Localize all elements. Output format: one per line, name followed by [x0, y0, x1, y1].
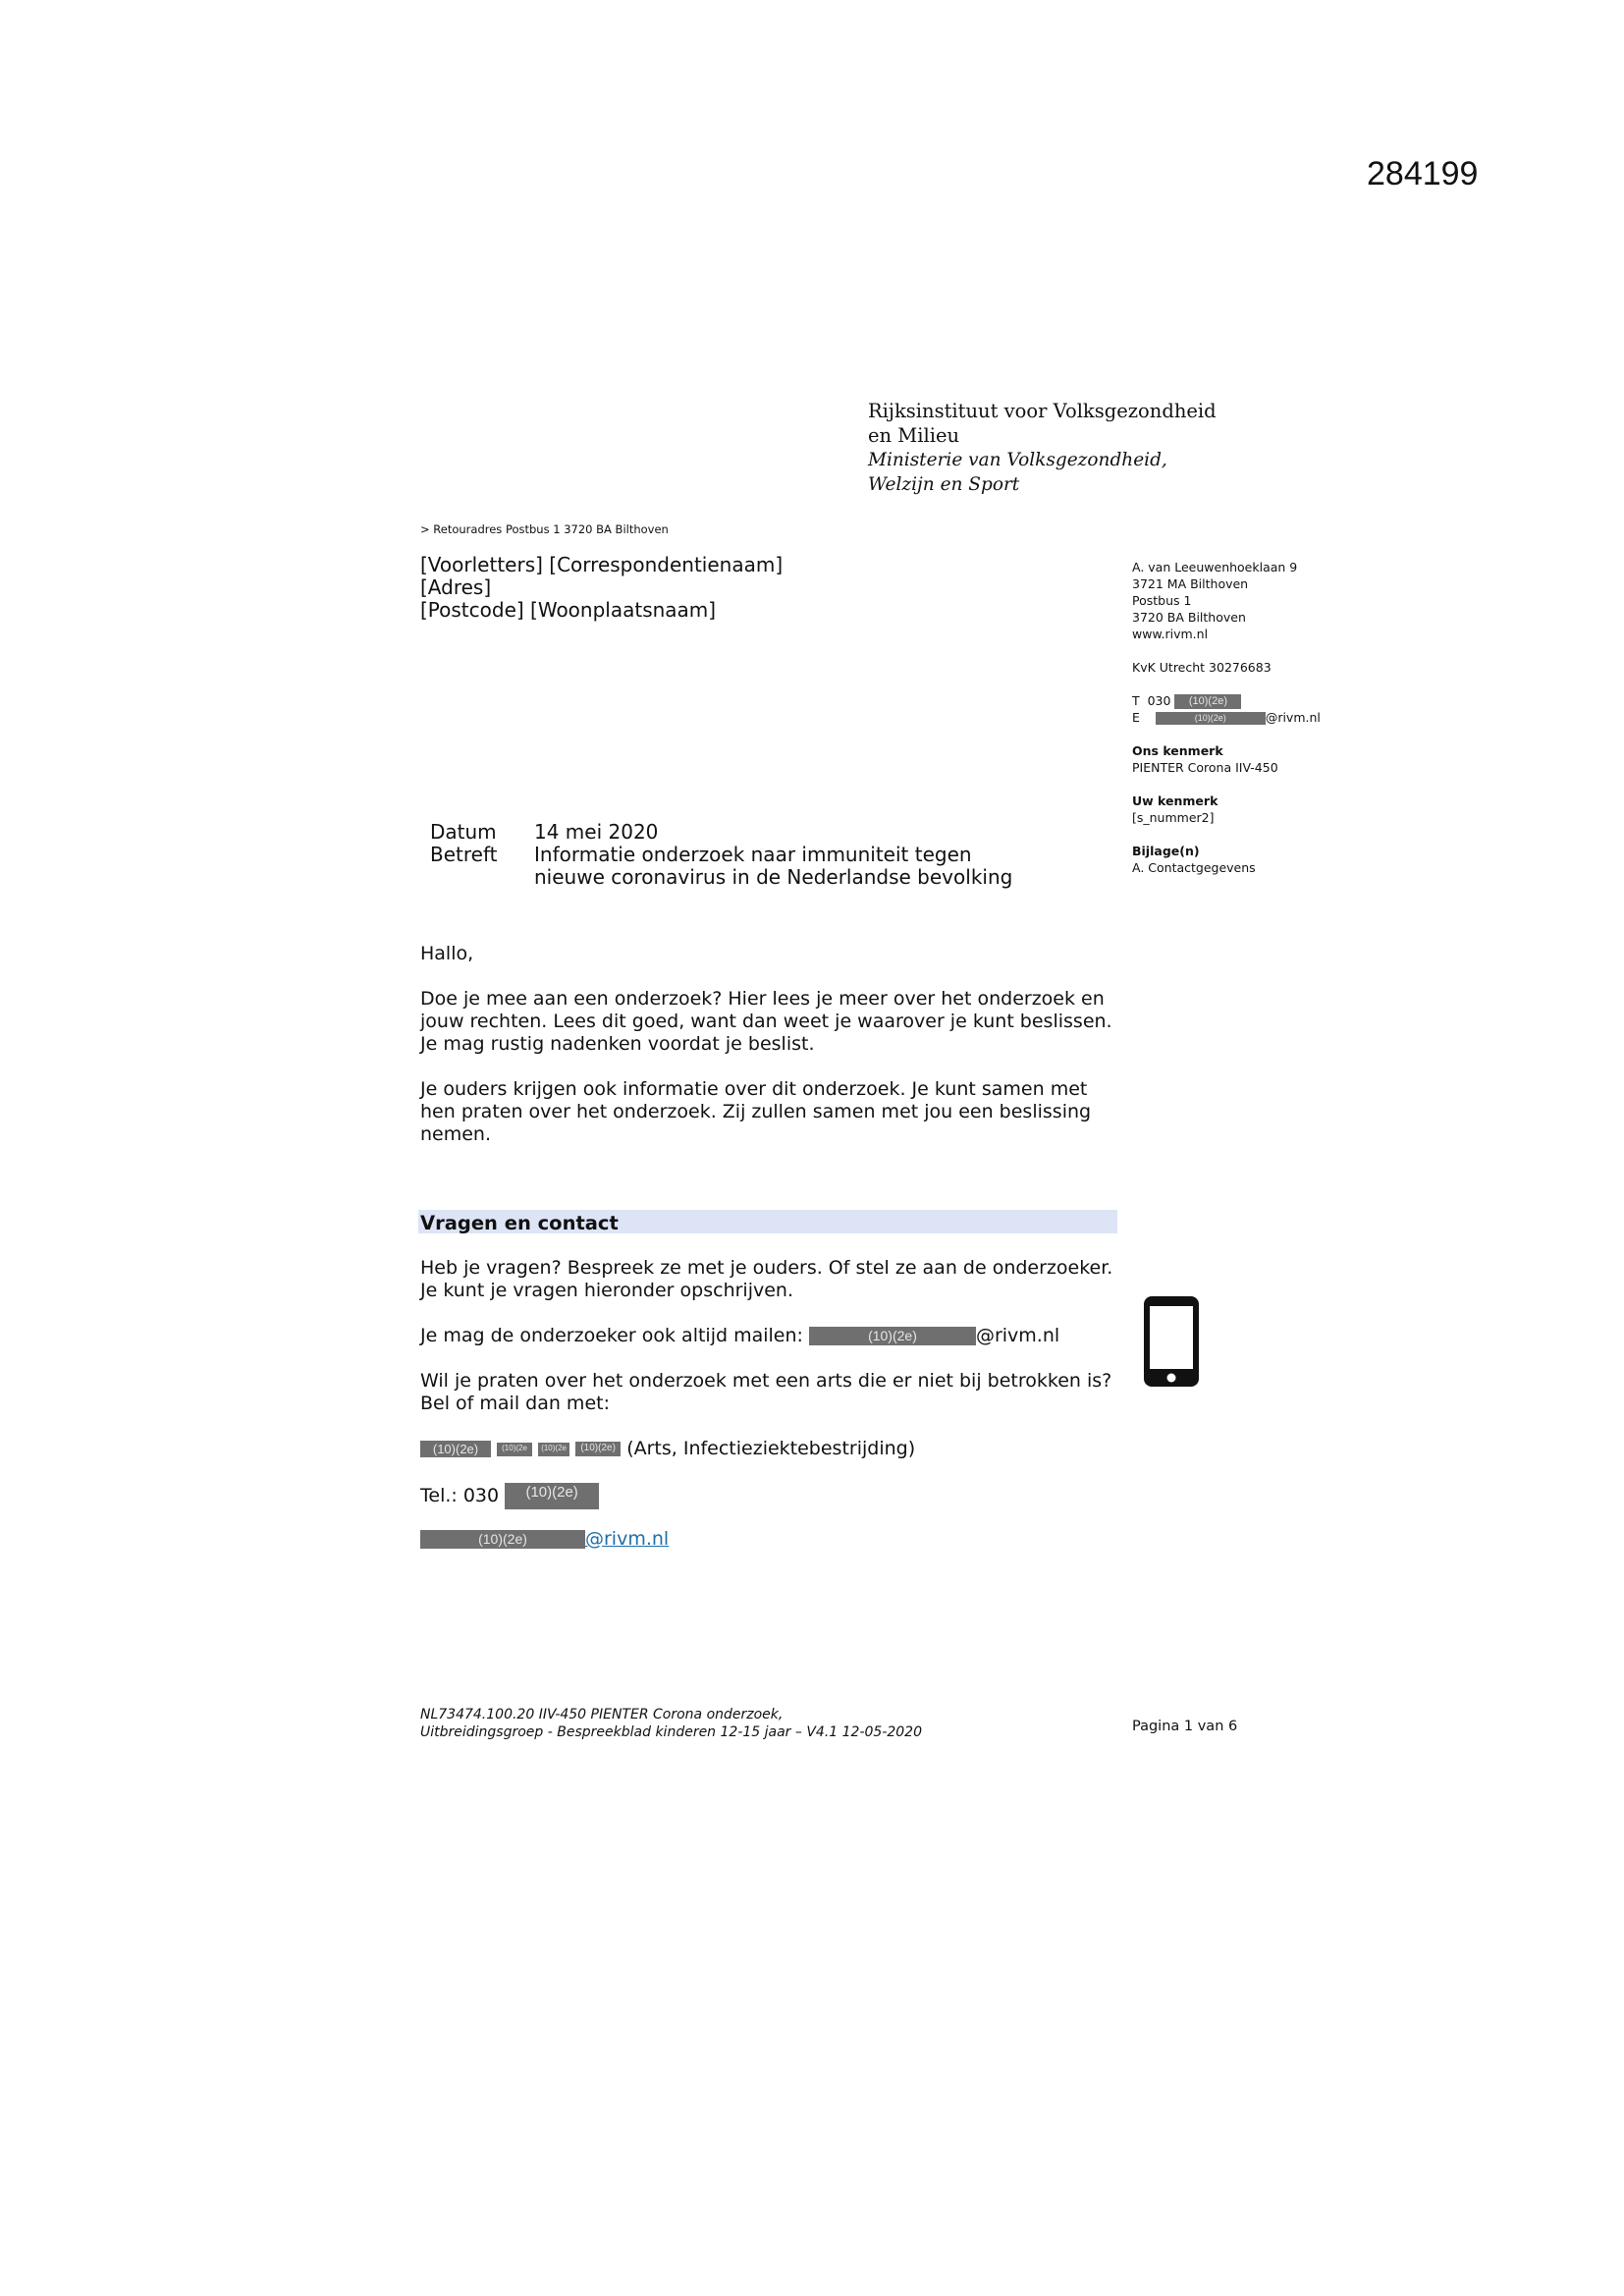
footer-line-1: NL73474.100.20 IIV-450 PIENTER Corona onderzoek, — [420, 1707, 784, 1722]
redaction-box: (10)(2e) — [809, 1327, 976, 1345]
sender-sidebar — [1132, 559, 1387, 876]
mail-text: Je mag de onderzoeker ook altijd mailen: — [420, 1325, 803, 1346]
arts-role: (Arts, Infectieziektebestrijding) — [626, 1438, 916, 1459]
org-line-2: en Milieu — [868, 424, 960, 447]
body-line: Je ouders krijgen ook informatie over dit onderzoek. Je kunt samen met — [420, 1078, 1088, 1100]
recipient-line-2: [Adres] — [420, 575, 492, 599]
sidebar-email-domain: @rivm.nl — [1265, 710, 1321, 725]
body-line: nemen. — [420, 1123, 492, 1145]
redaction-box: (10)(2e) — [505, 1483, 599, 1509]
sidebar-kvk: KvK Utrecht 30276683 — [1132, 660, 1272, 675]
smartphone-icon — [1142, 1294, 1201, 1389]
betreft-line-1: Informatie onderzoek naar immuniteit tegen — [534, 843, 972, 866]
sidebar-phone — [1132, 692, 1387, 709]
org-line-3: Ministerie van Volksgezondheid, — [868, 450, 1167, 470]
sidebar-address-1: A. van Leeuwenhoeklaan 9 — [1132, 560, 1298, 574]
redaction-box: (10)(2e — [538, 1443, 569, 1456]
contact-line: Heb je vragen? Bespreek ze met je ouders. Of stel ze aan de onderzoeker. — [420, 1257, 1113, 1279]
recipient-line-1: [Voorletters] [Correspondentienaam] — [420, 553, 784, 576]
sidebar-address-2: 3721 MA Bilthoven — [1132, 576, 1249, 591]
organisation-logo-text — [868, 399, 1217, 497]
ons-kenmerk-label: Ons kenmerk — [1132, 743, 1223, 758]
sidebar-website: www.rivm.nl — [1132, 627, 1209, 641]
section-title: Vragen en contact — [420, 1212, 619, 1234]
sidebar-address-4: 3720 BA Bilthoven — [1132, 610, 1246, 625]
contact-section — [420, 1257, 1127, 1551]
sidebar-email — [1132, 709, 1387, 726]
redaction-box: (10)(2e) — [420, 1530, 585, 1549]
letter-body — [420, 943, 1117, 1146]
betreft-line-2: nieuwe coronavirus in de Nederlandse bevolking — [534, 865, 1013, 889]
recipient-block — [420, 554, 783, 622]
mail-line — [420, 1325, 1127, 1347]
betreft-label: Betreft — [430, 843, 498, 866]
email-link[interactable]: @rivm.nl — [585, 1528, 670, 1550]
bijlage-value: A. Contactgegevens — [1132, 860, 1256, 875]
org-line-4: Welzijn en Sport — [868, 474, 1020, 495]
arts-name-line — [420, 1438, 1127, 1460]
sidebar-phone-prefix: 030 — [1147, 693, 1171, 708]
body-line: jouw rechten. Lees dit goed, want dan weet je waarover je kunt beslissen. — [420, 1011, 1112, 1032]
datum-label: Datum — [430, 820, 497, 844]
sidebar-email-label: E — [1132, 710, 1140, 725]
body-line: Je mag rustig nadenken voordat je beslist. — [420, 1033, 815, 1055]
uw-kenmerk-value: [s_nummer2] — [1132, 810, 1215, 825]
sidebar-address-3: Postbus 1 — [1132, 593, 1192, 608]
body-line: hen praten over het onderzoek. Zij zullen samen met jou een beslissing — [420, 1101, 1092, 1122]
greeting: Hallo, — [420, 943, 474, 964]
redaction-box: (10)(2e) — [1174, 694, 1241, 709]
org-line-1: Rijksinstituut voor Volksgezondheid — [868, 400, 1217, 422]
body-line: Doe je mee aan een onderzoek? Hier lees je meer over het onderzoek en — [420, 988, 1105, 1010]
email-line — [420, 1528, 1127, 1551]
page-number: Pagina 1 van 6 — [1132, 1719, 1238, 1734]
ons-kenmerk-value: PIENTER Corona IIV-450 — [1132, 760, 1278, 775]
date-subject-block — [430, 821, 1045, 889]
uw-kenmerk-label: Uw kenmerk — [1132, 793, 1218, 808]
redaction-box: (10)(2e — [497, 1443, 532, 1456]
mail-domain: @rivm.nl — [975, 1325, 1060, 1346]
sidebar-phone-label: T — [1132, 693, 1140, 708]
redaction-box: (10)(2e) — [575, 1442, 621, 1456]
contact-line: Wil je praten over het onderzoek met een arts die er niet bij betrokken is? — [420, 1370, 1112, 1392]
tel-line — [420, 1483, 1127, 1509]
document-number: 284199 — [1367, 155, 1479, 192]
contact-line: Je kunt je vragen hieronder opschrijven. — [420, 1280, 793, 1301]
datum-value: 14 mei 2020 — [534, 820, 659, 844]
bijlage-label: Bijlage(n) — [1132, 844, 1200, 858]
return-address: > Retouradres Postbus 1 3720 BA Bilthoven — [420, 522, 669, 536]
footer-line-2: Uitbreidingsgroep - Bespreekblad kinderen 12-15 jaar – V4.1 12-05-2020 — [420, 1724, 922, 1740]
recipient-line-3: [Postcode] [Woonplaatsnaam] — [420, 598, 717, 622]
footer-reference — [420, 1706, 922, 1741]
redaction-box: (10)(2e) — [420, 1441, 491, 1457]
redaction-box: (10)(2e) — [1156, 712, 1266, 725]
tel-label: Tel.: 030 — [420, 1485, 500, 1506]
contact-line: Bel of mail dan met: — [420, 1393, 610, 1414]
